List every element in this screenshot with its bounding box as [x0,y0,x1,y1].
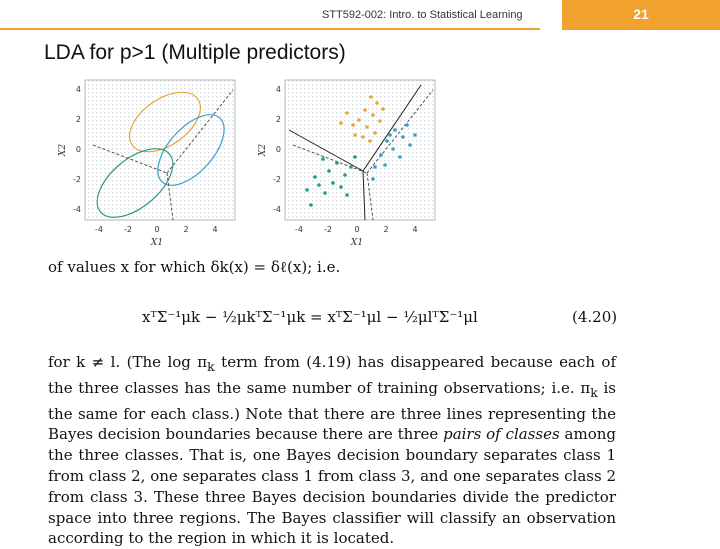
paragraph-bayes-boundaries [48,352,616,549]
right-figure-scatter [255,75,445,255]
x-tick: 0 [354,225,360,234]
x-tick: -4 [295,225,303,234]
y-tick: 4 [275,85,281,94]
equation-number: (4.20) [572,308,618,326]
plot-area [285,80,435,220]
para-subscript: k [590,384,598,400]
y-tick: -4 [73,205,81,214]
page-number: 21 [633,6,649,22]
x-axis-label: X1 [150,238,164,248]
x-tick: 2 [183,225,189,234]
y-axis-label: X2 [58,143,68,157]
y-tick: 4 [75,85,81,94]
y-tick: 0 [275,145,281,154]
page-number-box [562,0,720,30]
x-tick: -4 [95,225,103,234]
y-tick: 0 [75,145,81,154]
x-axis-label: X1 [350,238,364,248]
header-divider [0,28,540,30]
x-tick: 0 [154,225,160,234]
x-tick: 4 [412,225,418,234]
para-part: for k ≠ l. (The log π [48,353,208,371]
para-subscript: k [207,359,215,374]
y-tick: -4 [273,205,281,214]
left-figure-ellipses [55,75,245,255]
para-italic: pairs of classes [443,425,560,444]
para-part: term from (4.19) has disappeared because each of the three classes has the same number of training observations; i.e. π [48,353,616,397]
y-tick: -2 [273,175,281,184]
equation-4-20: xᵀΣ⁻¹μk − ½μkᵀΣ⁻¹μk = xᵀΣ⁻¹μl − ½μlᵀΣ⁻¹μl [142,308,478,326]
para-part: is the same for each class.) Note that there are three lines representing the Bayes decision boundaries because there are three [48,378,616,444]
y-axis-label: X2 [258,143,268,157]
x-tick: -2 [324,225,332,234]
course-title: STT592-002: Intro. to Statistical Learning [322,9,523,21]
x-tick: -2 [124,225,132,234]
slide-title: LDA for p>1 (Multiple predictors) [44,41,346,64]
text-line-decision-condition: of values x for which δk(x) = δℓ(x); i.e. [48,258,341,276]
y-tick: 2 [275,115,281,124]
y-tick: 2 [75,115,81,124]
para-part: among the three classes. That is, one Bayes decision boundary separates class 1 from class 2, one separates class 1 from class 3, and one separates class 2 from class 3. These three Bayes decision boundaries divide the predictor space into three regions. The Bayes classifier will classify an observation according to the region in which it is located. [48,425,616,548]
y-tick: -2 [73,175,81,184]
x-tick: 2 [383,225,389,234]
x-tick: 4 [212,225,218,234]
